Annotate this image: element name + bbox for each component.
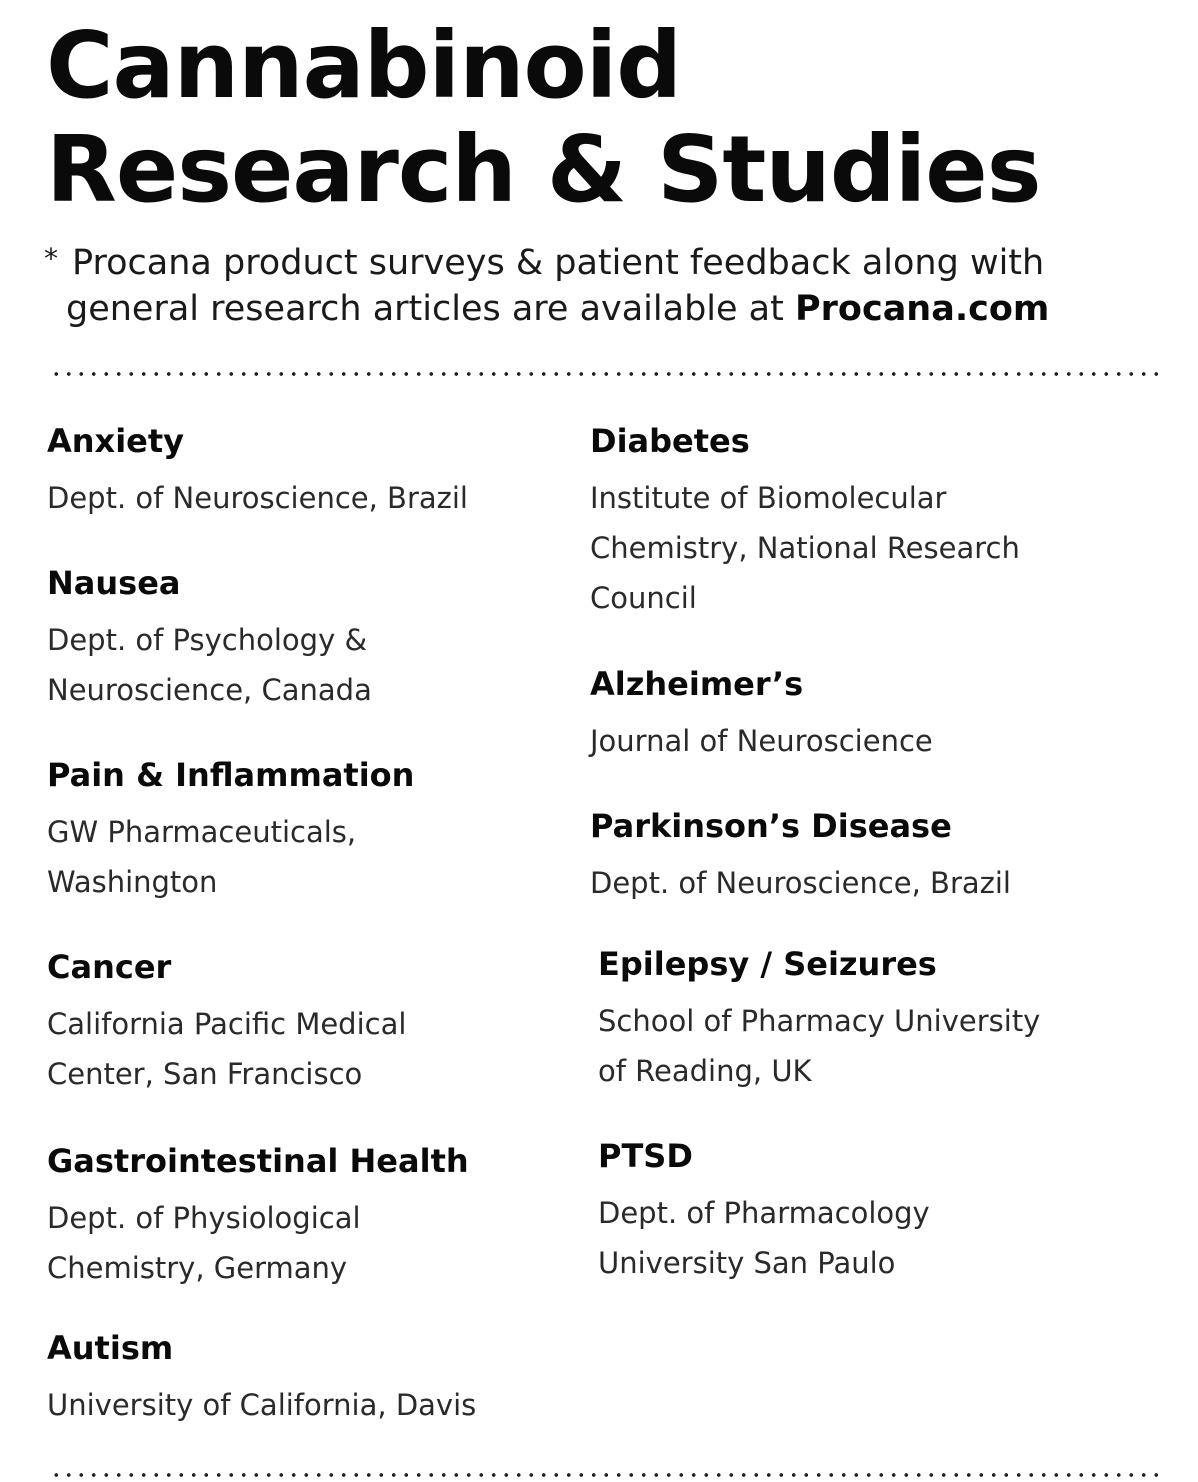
study-condition: Cancer bbox=[47, 948, 172, 986]
study-condition: Pain & Inflammation bbox=[47, 756, 415, 794]
institution-line: Center, San Francisco bbox=[47, 1057, 363, 1091]
study-entry-ptsd bbox=[598, 1136, 1118, 1288]
institution-line: Chemistry, Germany bbox=[47, 1251, 348, 1285]
institution-line: of Reading, UK bbox=[598, 1054, 812, 1088]
study-institution bbox=[590, 716, 1110, 766]
study-entry-alzheimers bbox=[590, 664, 1110, 766]
note-line-2-text: general research articles are available at bbox=[66, 289, 784, 329]
institution-line: Dept. of Psychology & bbox=[47, 623, 368, 657]
institution-line: Dept. of Physiological bbox=[47, 1201, 361, 1235]
study-institution bbox=[590, 473, 1110, 623]
institution-line: University of California, Davis bbox=[47, 1388, 477, 1422]
study-condition: Gastrointestinal Health bbox=[47, 1142, 469, 1180]
institution-line: Dept. of Pharmacology bbox=[598, 1196, 930, 1230]
institution-line: Dept. of Neuroscience, Brazil bbox=[47, 481, 468, 515]
study-institution bbox=[47, 615, 567, 715]
institution-line: Journal of Neuroscience bbox=[590, 724, 933, 758]
page-title bbox=[46, 14, 1040, 222]
institution-line: Council bbox=[590, 581, 697, 615]
study-institution bbox=[598, 1188, 1118, 1288]
study-institution bbox=[598, 996, 1118, 1096]
title-line-2: Research & Studies bbox=[46, 116, 1041, 223]
study-condition: Epilepsy / Seizures bbox=[598, 945, 937, 983]
institution-line: School of Pharmacy University bbox=[598, 1004, 1041, 1038]
institution-line: GW Pharmaceuticals, bbox=[47, 815, 357, 849]
study-condition: PTSD bbox=[598, 1137, 693, 1175]
study-institution bbox=[47, 1193, 567, 1293]
institution-line: Neuroscience, Canada bbox=[47, 673, 372, 707]
study-institution bbox=[47, 999, 567, 1099]
asterisk: * bbox=[44, 242, 58, 275]
study-entry-diabetes bbox=[590, 421, 1110, 623]
study-condition: Alzheimer’s bbox=[590, 665, 804, 703]
note-line-1: Procana product surveys & patient feedback along with bbox=[72, 243, 1045, 283]
study-condition: Nausea bbox=[47, 564, 181, 602]
study-institution bbox=[47, 473, 567, 523]
study-condition: Autism bbox=[47, 1329, 174, 1367]
study-entry-autism bbox=[47, 1328, 567, 1430]
study-entry-parkinsons bbox=[590, 806, 1110, 908]
institution-line: Institute of Biomolecular bbox=[590, 481, 947, 515]
study-entry-epilepsy bbox=[598, 944, 1118, 1096]
title-line-1: Cannabinoid bbox=[46, 12, 682, 119]
site-link[interactable]: Procana.com bbox=[794, 289, 1050, 329]
study-institution bbox=[47, 807, 567, 907]
study-entry-gastrointestinal bbox=[47, 1141, 567, 1293]
study-entry-anxiety bbox=[47, 421, 567, 523]
dotted-divider-top bbox=[50, 371, 1166, 377]
study-institution bbox=[590, 858, 1110, 908]
institution-line: Washington bbox=[47, 865, 218, 899]
dotted-divider-bottom bbox=[50, 1472, 1166, 1478]
study-entry-nausea bbox=[47, 563, 567, 715]
note-line-2 bbox=[66, 286, 1049, 332]
institution-line: Dept. of Neuroscience, Brazil bbox=[590, 866, 1011, 900]
study-entry-cancer bbox=[47, 947, 567, 1099]
study-condition: Anxiety bbox=[47, 422, 185, 460]
study-condition: Parkinson’s Disease bbox=[590, 807, 952, 845]
study-condition: Diabetes bbox=[590, 422, 750, 460]
study-entry-pain-inflammation bbox=[47, 755, 567, 907]
institution-line: University San Paulo bbox=[598, 1246, 896, 1280]
study-institution bbox=[47, 1380, 567, 1430]
institution-line: Chemistry, National Research bbox=[590, 531, 1020, 565]
institution-line: California Pacific Medical bbox=[47, 1007, 407, 1041]
